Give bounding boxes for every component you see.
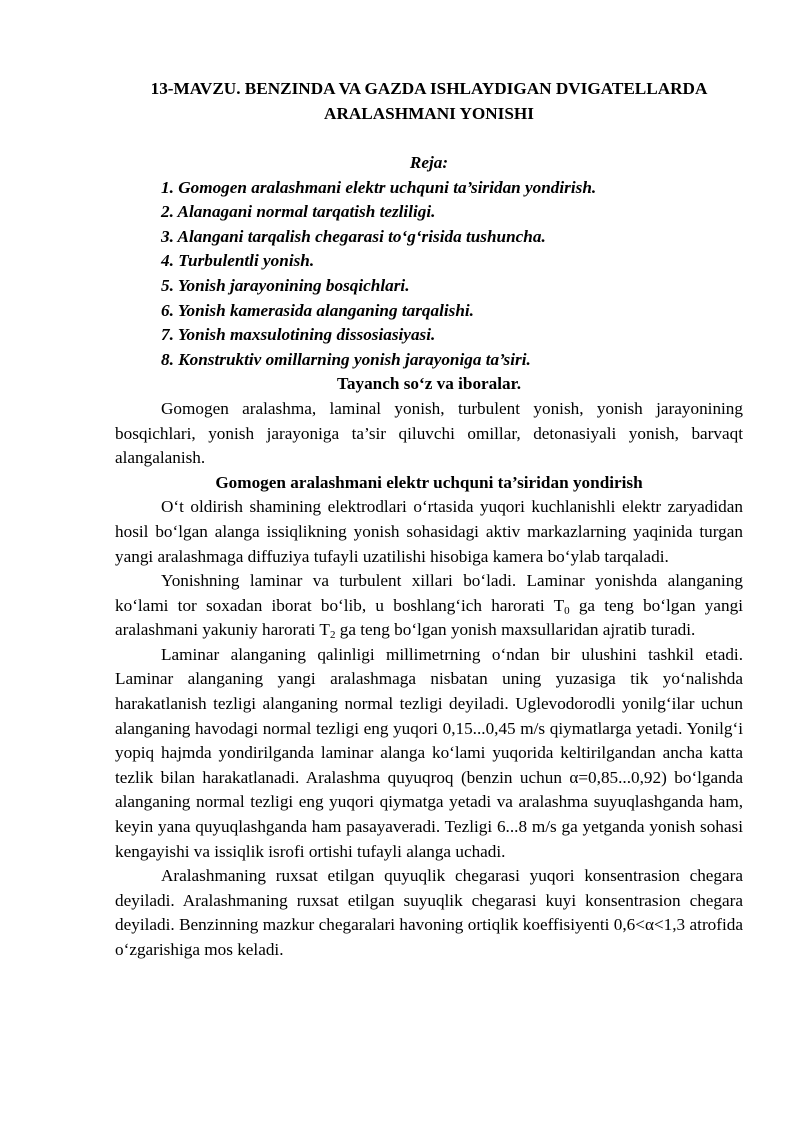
- paragraph-2: [115, 569, 743, 643]
- title-line-2: ARALASHMANI YONISHI: [324, 104, 534, 123]
- subscript-t2: 2: [329, 629, 336, 642]
- plan-item: 7. Yonish maxsulotining dissosiasiyasi.: [161, 325, 436, 345]
- keywords-paragraph: Gomogen aralashma, laminal yonish, turbulent yonish, yonish jarayonining bosqichlari, yonish jarayoniga ta’sir qiluvchi omillar, detonasiyali yonish, barvaqt alangalanish.: [115, 398, 743, 468]
- paragraph-1: O‘t oldirish shamining elektrodlari o‘rtasida yuqori kuchlanishli elektr zaryadidan hosil bo‘lgan alanga issiqlikning yonish sohasidagi aktiv markazlarning yaqinida turgan yangi aralashmaga diffuziya tufayli uzatilishi hisobiga kamera bo‘ylab tarqaladi.: [115, 497, 743, 566]
- plan-item: 4. Turbulentli yonish.: [161, 251, 315, 271]
- plan-list: [115, 176, 743, 373]
- paragraph-2-part-a: Yonishning laminar va turbulent xillari bo‘ladi. Laminar yonishda alanganing ko‘lami tor soxadan iborat bo‘lib, u boshlang‘ich harorati T: [115, 571, 743, 615]
- subscript-t0: 0: [564, 604, 570, 617]
- section-heading: Gomogen aralashmani elektr uchquni ta’siridan yondirish: [215, 472, 643, 492]
- title-line-1: 13-MAVZU. BENZINDA VA GAZDA ISHLAYDIGAN DVIGATELLARDA: [150, 79, 708, 98]
- paragraph-3: Laminar alanganing qalinligi millimetrning o‘ndan bir ulushini tashkil etadi. Laminar alanganing yangi aralashmaga nisbatan uning yuzasiga tik yo‘nalishda harakatlanish tezligi alanganing normal tezligi deyiladi. Uglevodorodli yonilg‘ilar uchun alanganing havodagi normal tezligi eng yuqori 0,15...0,45 m/s qiymatlarga yetadi. Yonilg‘i yopiq hajmda yondirilganda laminar alanga ko‘lami yuqorida keltirilgandan ancha katta tezlik bilan harakatlanadi. Aralashma quyuqroq (benzin uchun α=0,85...0,92) bo‘lganda alanganing normal tezligi eng yuqori qiymatga yetadi va aralashma suyuqlashganda ham, keyin yana quyuqlashganda ham pasayaveradi. Tezligi 6...8 m/s ga yetganda yonish sohasi kengayishi va issiqlik isrofi ortishi tufayli alanga uchadi.: [115, 644, 743, 861]
- plan-item: 1. Gomogen aralashmani elektr uchquni ta’siridan yondirish.: [161, 177, 597, 197]
- plan-item: 2. Alanagani normal tarqatish tezliligi.: [161, 202, 436, 222]
- plan-item: 5. Yonish jarayonining bosqichlari.: [161, 275, 410, 295]
- plan-item: 6. Yonish kamerasida alanganing tarqalishi.: [161, 300, 474, 320]
- plan-heading: Reja:: [409, 153, 449, 172]
- paragraph-2-part-c: ga teng bo‘lgan yonish maxsullaridan ajratib turadi.: [335, 620, 696, 640]
- keywords-heading: Tayanch so‘z va iboralar.: [337, 374, 521, 394]
- plan-item: 3. Alangani tarqalish chegarasi to‘g‘risida tushuncha.: [161, 226, 546, 246]
- paragraph-2-part-b: ga teng bo‘lgan yangi aralashmani yakuniy harorati T: [115, 595, 743, 640]
- document-title: [115, 76, 743, 126]
- plan-item: 8. Konstruktiv omillarning yonish jarayoniga ta’siri.: [161, 349, 531, 369]
- paragraph-4: Aralashmaning ruxsat etilgan quyuqlik chegarasi yuqori konsentrasion chegara deyiladi. Aralashmaning ruxsat etilgan suyuqlik chegarasi kuyi konsentrasion chegara deyiladi. Benzinning mazkur chegaralari havoning ortiqlik koeffisiyenti 0,6<α<1,3 atrofida o‘zgarishiga mos keladi.: [115, 866, 743, 959]
